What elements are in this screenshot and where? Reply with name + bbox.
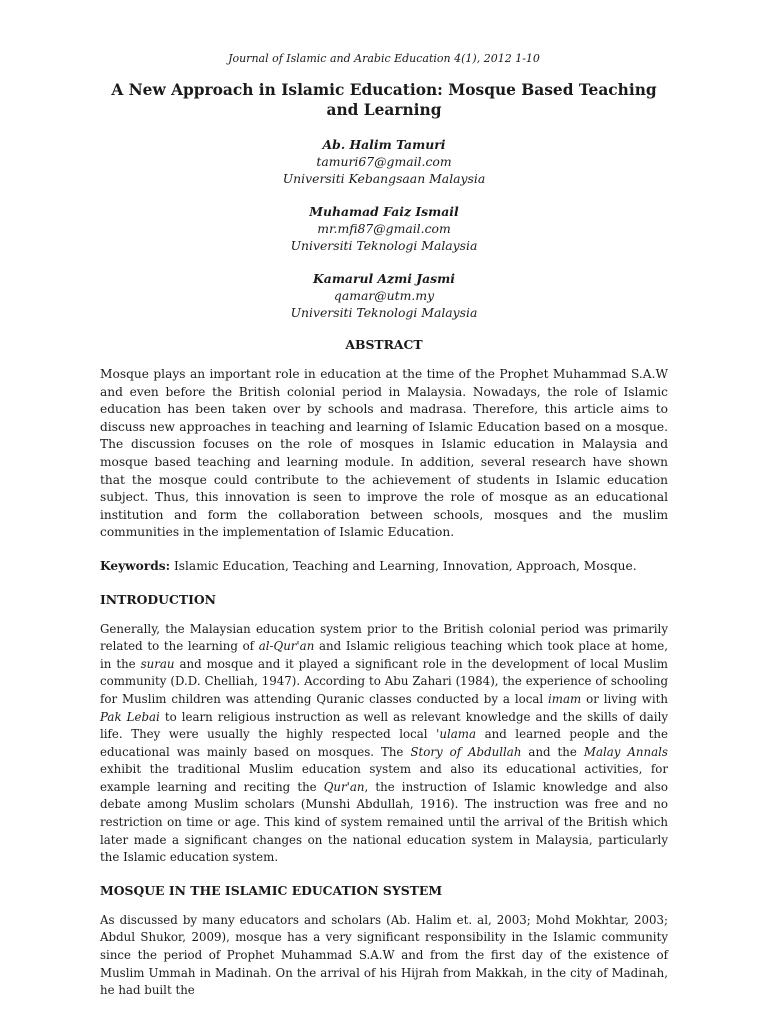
section2-paragraph: As discussed by many educators and scholars (Ab. Halim et. al, 2003; Mohd Mokhtar, 2003; Abdul Shukor, 2009), mosque has a very significant responsibility in the Islamic community since the period of Prophet Muhammad S.A.W and from the first day of the existence of Muslim Ummah in Madinah. On the arrival of his Hijrah from Makkah, in the city of Madinah, he had built the	[100, 912, 668, 998]
intro-text: and Islamic religious teaching which took place at home, in the	[100, 639, 669, 671]
paper-title: A New Approach in Islamic Education: Mosque Based Teaching and Learning	[111, 81, 657, 119]
intro-italic-term: Qur'an	[323, 779, 365, 794]
author-block-3	[100, 270, 668, 321]
abstract-heading: ABSTRACT	[345, 337, 423, 352]
intro-italic-term: Story of Abdullah	[410, 744, 522, 759]
intro-text: and learned people and the educational was mainly based on mosques. The	[100, 727, 669, 759]
author-email: qamar@utm.my	[333, 288, 435, 303]
intro-italic-term: surau	[140, 656, 175, 671]
journal-header: Journal of Islamic and Arabic Education 4(1), 2012 1-10	[228, 52, 540, 65]
introduction-heading: INTRODUCTION	[100, 591, 216, 607]
intro-italic-term: 'ulama	[436, 727, 476, 742]
keywords-line	[100, 558, 668, 576]
intro-text: , the instruction of Islamic knowledge and also debate among Muslim scholars (Munshi Abdullah, 1916). The instruction was free and no restriction on time or age. This kind of system remained until the arrival of the British which later made a significant changes on the national education system in Malaysia, particularly the Islamic education system.	[100, 779, 668, 865]
author-name: Kamarul Azmi Jasmi	[313, 271, 455, 286]
intro-italic-term: al-Qur'an	[258, 639, 315, 654]
intro-italic-term: imam	[548, 691, 582, 706]
intro-italic-term: Pak Lebai	[100, 709, 160, 724]
author-name: Ab. Halim Tamuri	[322, 137, 446, 152]
keywords-text: Islamic Education, Teaching and Learning, Innovation, Approach, Mosque.	[173, 558, 637, 573]
keywords-label: Keywords:	[100, 558, 171, 573]
intro-text: to learn religious instruction as well as relevant knowledge and the skills of daily life. They were usually the highly respected local	[100, 709, 669, 742]
author-block-1	[100, 136, 668, 187]
author-affiliation: Universiti Teknologi Malaysia	[290, 305, 478, 320]
intro-text: and the	[521, 744, 584, 759]
author-block-2	[100, 203, 668, 254]
intro-text: or living with	[581, 691, 668, 706]
author-email: mr.mfi87@gmail.com	[317, 221, 451, 236]
author-name: Muhamad Faiz Ismail	[309, 204, 459, 219]
paper-page	[100, 52, 668, 1016]
section2-heading: MOSQUE IN THE ISLAMIC EDUCATION SYSTEM	[100, 882, 443, 898]
introduction-paragraph	[100, 621, 668, 867]
author-affiliation: Universiti Kebangsaan Malaysia	[282, 171, 486, 186]
intro-text: and mosque and it played a significant role in the development of local Muslim community (D.D. Chelliah, 1947). According to Abu Zahari (1984), the experience of schooling for Muslim children was attending Quranic classes conducted by a local	[100, 656, 668, 706]
intro-text: Generally, the Malaysian education system prior to the British colonial period was primarily related to the learning of	[100, 621, 668, 654]
intro-text: exhibit the traditional Muslim education system and also its educational activities, for example learning and reciting the	[100, 762, 668, 794]
abstract-text: Mosque plays an important role in education at the time of the Prophet Muhammad S.A.W and even before the British colonial period in Malaysia. Nowadays, the role of Islamic education has been taken over by schools and madrasa. Therefore, this article aims to discuss new approaches in teaching and learning of Islamic Education based on a mosque. The discussion focuses on the role of mosques in Islamic education in Malaysia and mosque based teaching and learning module. In addition, several research have shown that the mosque could contribute to the achievement of students in Islamic education subject. Thus, this innovation is seen to improve the role of mosque as an educational institution and form the collaboration between schools, mosques and the muslim communities in the implementation of Islamic Education.	[100, 367, 668, 540]
intro-italic-term: Malay Annals	[583, 744, 668, 759]
author-affiliation: Universiti Teknologi Malaysia	[290, 238, 478, 253]
author-email: tamuri67@gmail.com	[316, 154, 452, 169]
